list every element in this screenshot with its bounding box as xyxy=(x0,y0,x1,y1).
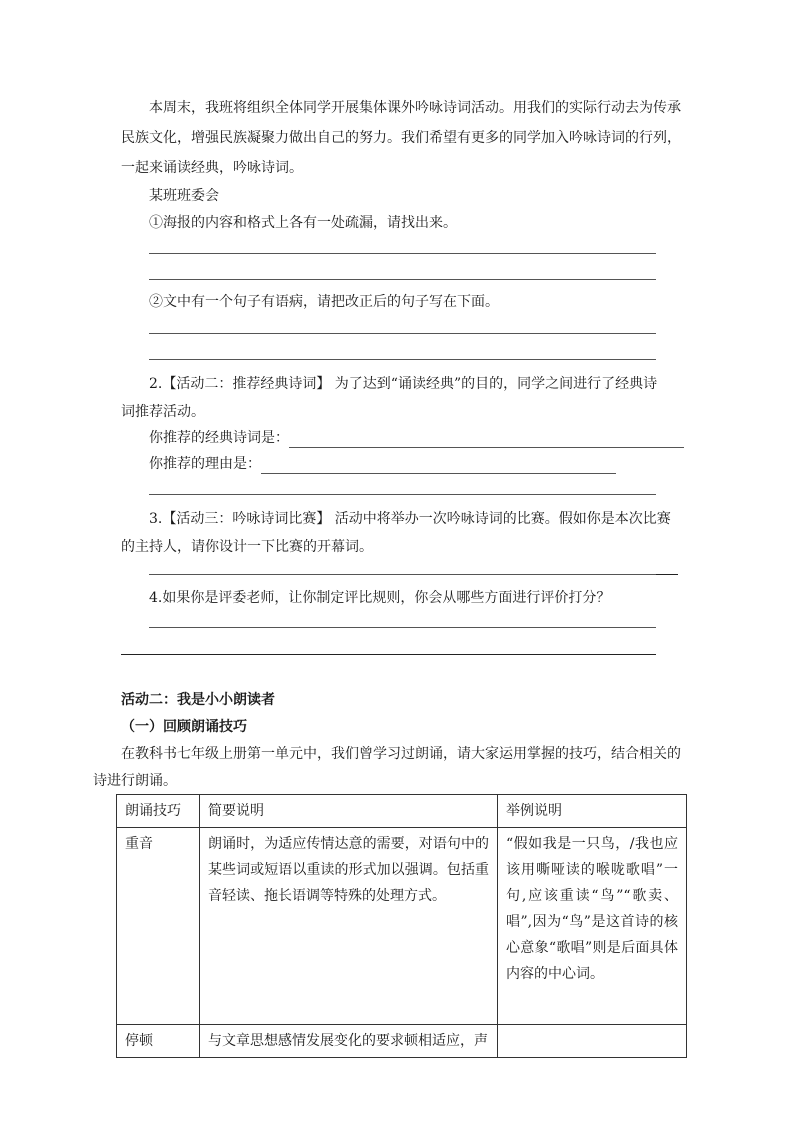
table-cell-example xyxy=(498,1025,687,1058)
poster-signature: 某班班委会 xyxy=(149,188,219,204)
recommended-poem-label: 你推荐的经典诗词是： xyxy=(149,430,289,446)
activity-2-heading: 活动二：我是小小朗读者 xyxy=(121,692,275,708)
poster-body-line-3: 一起来诵读经典，吟咏诗词。 xyxy=(121,160,303,176)
table-cell-description: 与文章思想感情发展变化的要求顿相适应，声 xyxy=(200,1025,498,1058)
answer-line[interactable] xyxy=(149,494,656,495)
table-cell-skill: 重音 xyxy=(117,828,200,1025)
recommended-poem-row xyxy=(149,428,684,448)
question-1-part-1: ①海报的内容和格式上各有一处疏漏，请找出来。 xyxy=(149,215,457,231)
answer-line[interactable] xyxy=(149,627,656,628)
recitation-skills-table xyxy=(116,794,687,1058)
table-row xyxy=(117,1025,687,1058)
answer-line[interactable] xyxy=(121,654,656,655)
question-2-line-2: 词推荐活动。 xyxy=(121,404,205,420)
answer-line[interactable] xyxy=(149,279,656,280)
table-header-description: 简要说明 xyxy=(200,795,498,828)
question-1-part-2: ②文中有一个句子有语病，请把改正后的句子写在下面。 xyxy=(149,294,499,310)
table-row xyxy=(117,828,687,1025)
activity-2-subheading: （一）回顾朗诵技巧 xyxy=(121,719,247,735)
poster-body-line-2: 民族文化，增强民族凝聚力做出自己的努力。我们希望有更多的同学加入吟咏诗词的行列， xyxy=(121,130,681,146)
table-cell-skill: 停顿 xyxy=(117,1025,200,1058)
activity-2-intro-line-1: 在教科书七年级上册第一单元中，我们曾学习过朗诵，请大家运用掌握的技巧，结合相关的 xyxy=(121,746,681,762)
question-2-line-1: 2.【活动二：推荐经典诗词】 为了达到“诵读经典”的目的，同学之间进行了经典诗 xyxy=(149,376,658,392)
table-cell-example: “假如我是一只鸟，/我也应该用嘶哑读的喉咙歌唱”一句,应该重读“鸟”“歌卖、唱”,因为“鸟”是这首诗的核心意象“歌唱”则是后面具体内容的中心词。 xyxy=(498,828,687,1025)
recommend-reason-label: 你推荐的理由是： xyxy=(149,456,261,472)
activity-2-intro-line-2: 诗进行朗诵。 xyxy=(93,773,177,789)
question-3-line-1: 3.【活动三：吟咏诗词比赛】 活动中将举办一次吟咏诗词的比赛。假如你是本次比赛 xyxy=(149,511,671,527)
recommend-reason-row xyxy=(149,454,616,474)
answer-line[interactable] xyxy=(149,253,656,254)
answer-line[interactable] xyxy=(149,333,656,334)
answer-line[interactable] xyxy=(149,574,656,575)
table-header-row xyxy=(117,795,687,828)
question-4-line-1: 4.如果你是评委老师，让你制定评比规则，你会从哪些方面进行评价打分？ xyxy=(149,590,611,606)
answer-line[interactable] xyxy=(149,359,656,360)
recommended-poem-blank[interactable] xyxy=(289,432,684,448)
table-header-skill: 朗诵技巧 xyxy=(117,795,200,828)
poster-body-line-1: 本周末，我班将组织全体同学开展集体课外吟咏诗词活动。用我们的实际行动去为传承 xyxy=(149,100,681,116)
recommend-reason-blank[interactable] xyxy=(261,458,616,474)
question-3-line-2: 的主持人，请你设计一下比赛的开幕词。 xyxy=(121,539,373,555)
table-cell-description: 朗诵时，为适应传情达意的需要，对语句中的某些词或短语以重读的形式加以强调。包括重音轻读、拖长语调等特殊的处理方式。 xyxy=(200,828,498,1025)
table-header-example: 举例说明 xyxy=(498,795,687,828)
answer-line-tail xyxy=(656,574,678,575)
